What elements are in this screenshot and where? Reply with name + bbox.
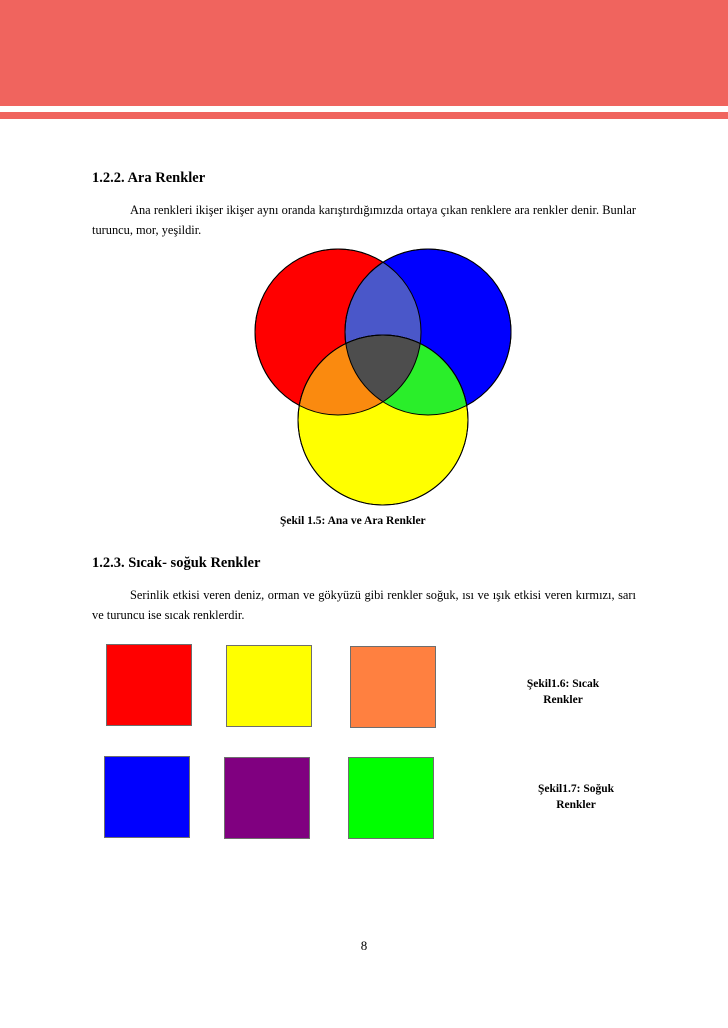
header-band [0, 0, 728, 106]
page-number: 8 [360, 938, 368, 953]
section-paragraph-ara-renkler [92, 200, 636, 240]
section-heading-sicak-soguk: 1.2.3. Sıcak- soğuk Renkler [92, 555, 261, 571]
warm-swatch-orange [350, 646, 436, 728]
warm-swatch-yellow [226, 645, 312, 727]
paragraph-text: Ana renkleri ikişer ikişer aynı oranda karıştırdığımızda ortaya çıkan renklere ara renkler denir. Bunlar turuncu, mor, yeşildir. [92, 203, 636, 237]
cool-swatch-purple [224, 757, 310, 839]
cool-caption-line1: Şekil1.7: Soğuk [537, 783, 615, 795]
section-paragraph-sicak-soguk [92, 585, 636, 625]
cool-caption-line2: Renkler [556, 799, 596, 811]
section-heading-ara-renkler: 1.2.2. Ara Renkler [92, 170, 206, 186]
cool-swatch-green [348, 757, 434, 839]
paragraph-text: Serinlik etkisi veren deniz, orman ve gökyüzü gibi renkler soğuk, ısı ve ışık etkisi veren kırmızı, sarı ve turuncu ise sıcak renklerdir. [92, 588, 636, 622]
warm-swatch-red [106, 644, 192, 726]
warm-colors-caption [508, 676, 618, 708]
cool-colors-caption [521, 781, 631, 813]
header-stripe [0, 112, 728, 119]
warm-caption-line1: Şekil1.6: Sıcak [526, 678, 600, 690]
cool-swatch-blue [104, 756, 190, 838]
figure-caption-1-5: Şekil 1.5: Ana ve Ara Renkler [280, 515, 426, 527]
venn-diagram [250, 248, 520, 510]
warm-caption-line2: Renkler [543, 694, 583, 706]
